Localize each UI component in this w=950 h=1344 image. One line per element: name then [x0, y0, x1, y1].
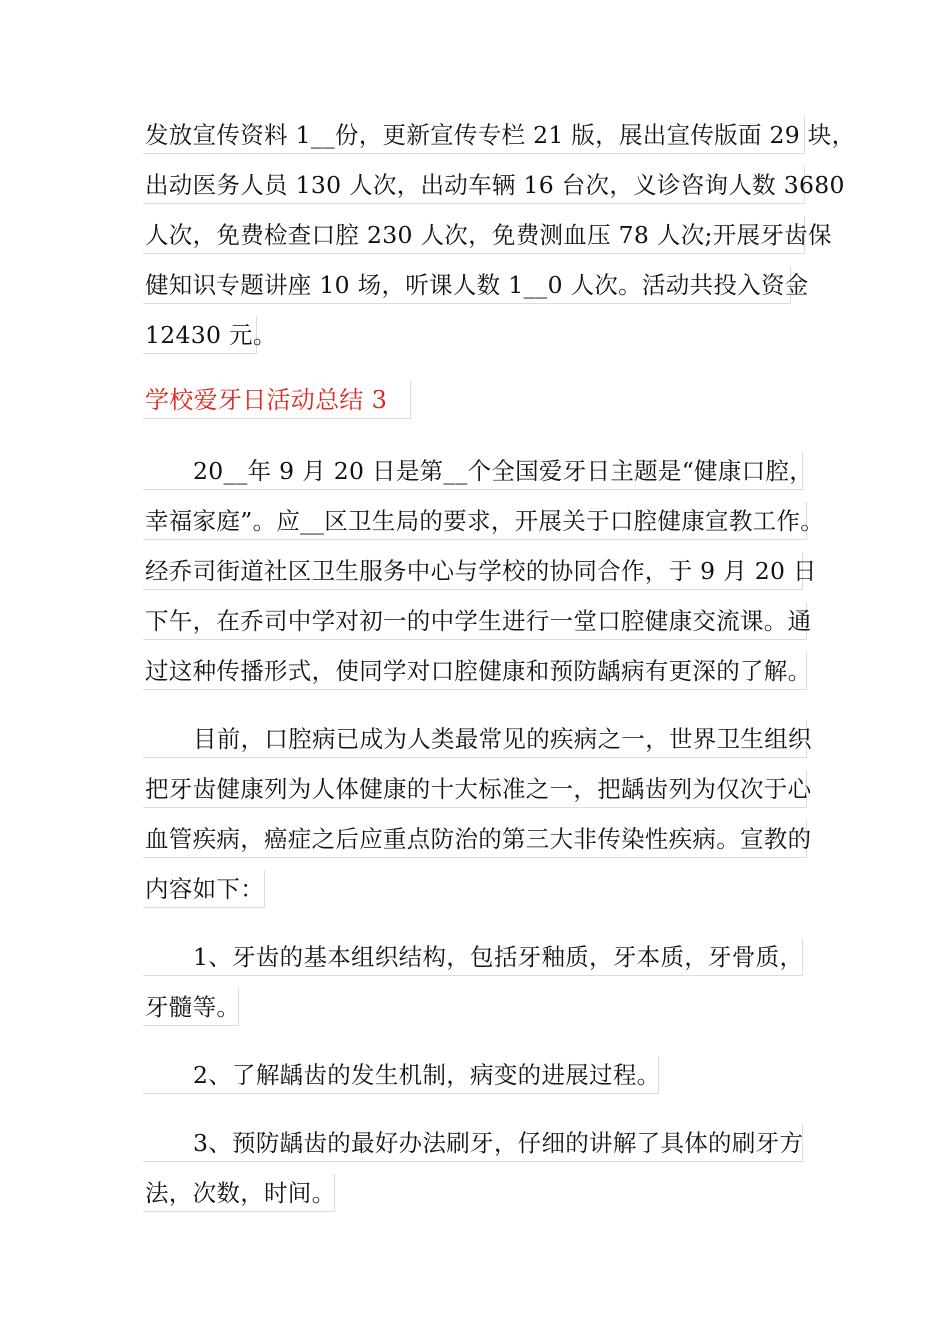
- paragraph-2-line-5: 过这种传播形式，使同学对口腔健康和预防龋病有更深的了解。: [143, 652, 807, 690]
- paragraph-1-line-1: 发放宣传资料 1__份，更新宣传专栏 21 版，展出宣传版面 29 块，: [143, 116, 805, 154]
- paragraph-3-line-2: 把牙齿健康列为人体健康的十大标准之一，把龋齿列为仅次于心: [143, 770, 807, 808]
- paragraph-2-line-4: 下午，在乔司中学对初一的中学生进行一堂口腔健康交流课。通: [143, 602, 807, 640]
- paragraph-1-line-4: 健知识专题讲座 10 场，听课人数 1__0 人次。活动共投入资金: [143, 266, 791, 304]
- list-item-2-line-1: 2、了解龋齿的发生机制，病变的进展过程。: [143, 1056, 659, 1094]
- paragraph-3-line-1: 目前，口腔病已成为人类最常见的疾病之一，世界卫生组织: [143, 720, 807, 758]
- paragraph-3-line-4: 内容如下：: [143, 870, 265, 908]
- paragraph-1-line-5: 12430 元。: [143, 316, 257, 354]
- paragraph-2-line-2: 幸福家庭”。应__区卫生局的要求，开展关于口腔健康宣教工作。: [143, 502, 807, 540]
- paragraph-3-line-3: 血管疾病，癌症之后应重点防治的第三大非传染性疾病。宣教的: [143, 820, 807, 858]
- list-item-1-line-2: 牙髓等。: [143, 988, 239, 1026]
- list-item-3-line-2: 法，次数，时间。: [143, 1174, 335, 1212]
- paragraph-2-line-3: 经乔司街道社区卫生服务中心与学校的协同合作，于 9 月 20 日: [143, 552, 803, 590]
- list-item-1-line-1: 1、牙齿的基本组织结构，包括牙釉质，牙本质，牙骨质，: [143, 938, 803, 976]
- section-title: 学校爱牙日活动总结 3: [143, 381, 411, 419]
- paragraph-1-line-2: 出动医务人员 130 人次，出动车辆 16 台次，义诊咨询人数 3680: [143, 166, 805, 204]
- paragraph-2-line-1: 20__年 9 月 20 日是第__个全国爱牙日主题是“健康口腔，: [143, 452, 803, 490]
- paragraph-1-line-3: 人次，免费检查口腔 230 人次，免费测血压 78 人次;开展牙齿保: [143, 216, 805, 254]
- list-item-3-line-1: 3、预防龋齿的最好办法刷牙，仔细的讲解了具体的刷牙方: [143, 1124, 803, 1162]
